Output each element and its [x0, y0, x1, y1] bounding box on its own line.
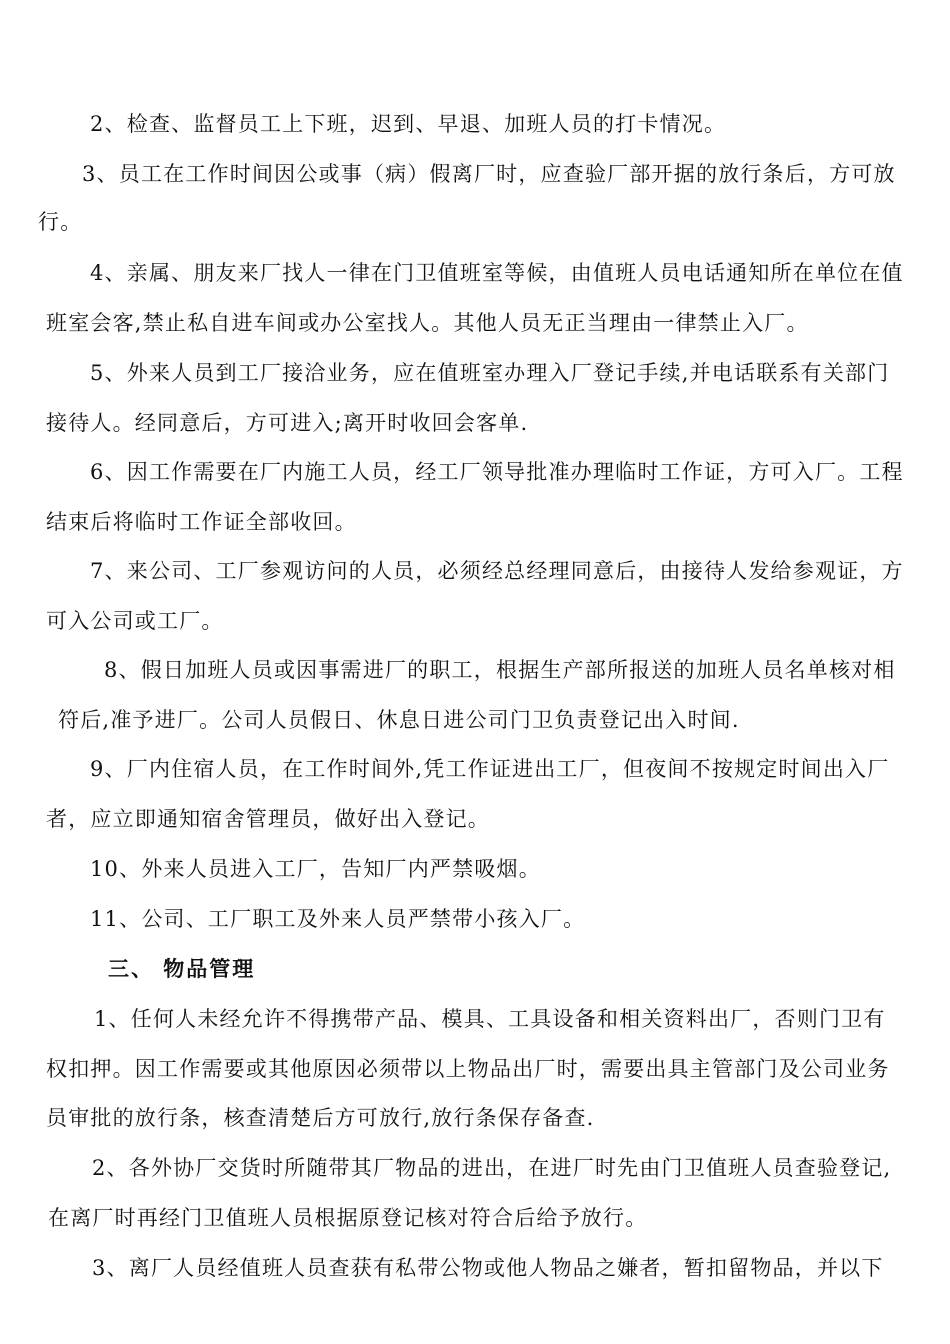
rule-10-line: 10、外来人员进入工厂，告知厂内严禁吸烟。: [90, 857, 541, 881]
rule-8-line-1: 8、假日加班人员或因事需进厂的职工，根据生产部所报送的加班人员名单核对相: [104, 658, 896, 682]
rule-2-line-1: 2、检查、监督员工上下班，迟到、早退、加班人员的打卡情况。: [90, 112, 727, 136]
rule-3-line-2: 行。: [38, 210, 83, 234]
rule-4-line-1: 4、亲属、朋友来厂找人一律在门卫值班室等候，由值班人员电话通知所在单位在值: [90, 261, 904, 285]
rule-3-line-1: 3、员工在工作时间因公或事（病）假离厂时，应查验厂部开据的放行条后，方可放: [82, 162, 896, 186]
rule-9-line-2: 者，应立即通知宿舍管理员，做好出入登记。: [46, 807, 490, 831]
rule-7-line-2: 可入公司或工厂。: [46, 609, 224, 633]
rule-4-line-2: 班室会客,禁止私自进车间或办公室找人。其他人员无正当理由一律禁止入厂。: [46, 311, 809, 335]
rule-11-line: 11、公司、工厂职工及外来人员严禁带小孩入厂。: [90, 907, 586, 931]
rule-5-line-2: 接待人。经同意后，方可进入;离开时收回会客单.: [46, 411, 529, 435]
rule-6-line-2: 结束后将临时工作证全部收回。: [46, 510, 357, 534]
goods-rule-2-line-1: 2、各外协厂交货时所随带其厂物品的进出，在进厂时先由门卫值班人员查验登记,: [92, 1156, 892, 1180]
goods-rule-2-line-2: 在离厂时再经门卫值班人员根据原登记核对符合后给予放行。: [48, 1206, 648, 1230]
goods-rule-1-line-1: 1、任何人未经允许不得携带产品、模具、工具设备和相关资料出厂，否则门卫有: [94, 1007, 886, 1031]
rule-8-line-2: 符后,准予进厂。公司人员假日、休息日进公司门卫负责登记出入时间.: [58, 708, 740, 732]
section-heading-goods-management: 三、 物品管理: [108, 956, 256, 981]
rule-7-line-1: 7、来公司、工厂参观访问的人员，必须经总经理同意后，由接待人发给参观证，方: [90, 559, 904, 583]
rule-5-line-1: 5、外来人员到工厂接洽业务，应在值班室办理入厂登记手续,并电话联系有关部门: [90, 361, 890, 385]
goods-rule-3-line-1: 3、离厂人员经值班人员查获有私带公物或他人物品之嫌者，暂扣留物品，并以下: [92, 1256, 884, 1280]
rule-9-line-1: 9、厂内住宿人员，在工作时间外,凭工作证进出工厂，但夜间不按规定时间出入厂: [90, 757, 890, 781]
rule-6-line-1: 6、因工作需要在厂内施工人员，经工厂领导批准办理临时工作证，方可入厂。工程: [90, 460, 904, 484]
goods-rule-1-line-3: 员审批的放行条，核查清楚后方可放行,放行条保存备查.: [46, 1106, 595, 1130]
goods-rule-1-line-2: 权扣押。因工作需要或其他原因必须带以上物品出厂时，需要出具主管部门及公司业务: [46, 1057, 890, 1081]
